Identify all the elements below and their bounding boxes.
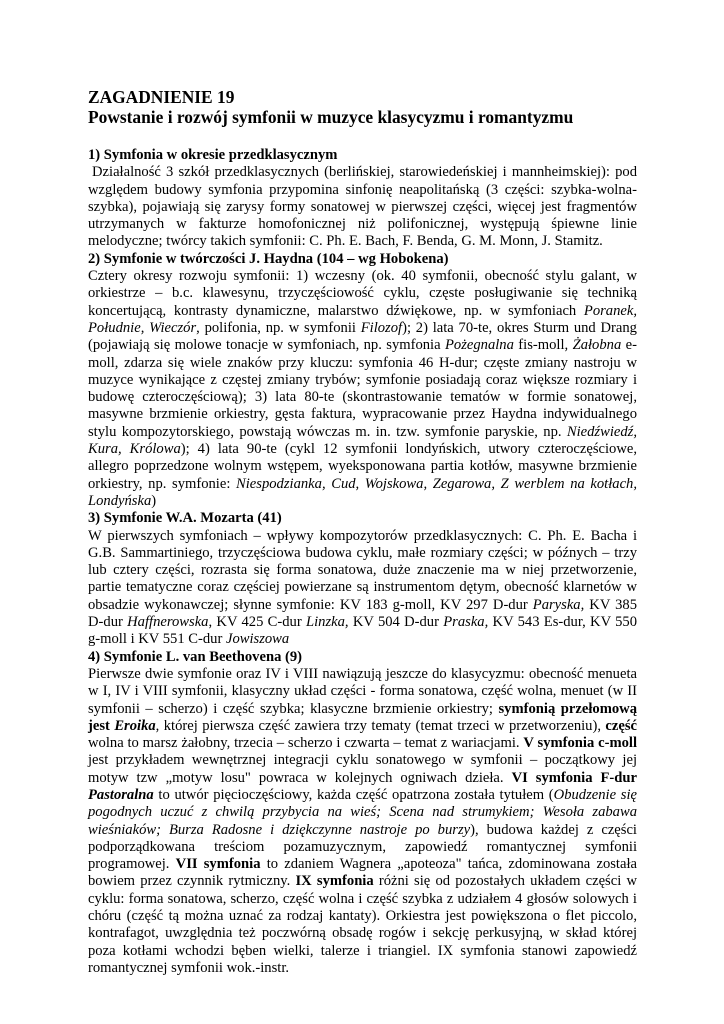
text-run: e-moll, zdarza się wiele znaków przy kluczu: symfonia 46 H-dur; częste zmiany nastroju w muzyce wynikające z częstej zmiany trybów; symfonie posiadają coraz większe rozmiary i budowę czteroczęściową); 3) lata 80-te (skontrastowanie tematów w formie sonatowej, masywne brzmienie orkiestry, gęsta faktura, wypracowanie przez Haydna indywidualnego stylu kompozytorskiego, powstają wówczas m. in. tzw. symfonie paryskie, np. xyxy=(88,337,637,440)
text-run: Jowiszowa xyxy=(225,631,290,648)
section-2-text xyxy=(88,268,637,510)
text-run: Pierwsze dwie symfonie oraz IV i VIII nawiązują jeszcze do klasycyzmu: obecność menueta w I, IV i VIII symfonii, klasyczny układ części - forma sonatowa, część wolna, menuet (w II symfonii – scherzo) i część szybka; klasyczne brzmienie orkiestry; xyxy=(88,665,637,717)
section-1-title: 1) Symfonia w okresie przedklasycznym xyxy=(88,147,338,163)
text-run: różni się od pozostałych układem części w cyklu: forma sonatowa, scherzo, część wolna i część szybka z udziałem 4 głosów solowych i chóru (część tą można uznać za rodzaj kantaty). Orkiestra jest powiększona o flet piccolo, kontrafagot, uwzględnia też poczwórną obsadę rogów i sekcję perkusyjną, w skład której poza kotłami wchodzi bęben wielki, talerze i triangiel. IX symfonia stanowi zapowiedź romantycznej symfonii wok.-instr. xyxy=(88,873,638,976)
text-run: KV 385 D-dur xyxy=(88,596,637,631)
text-run: symfonią przełomową jest xyxy=(88,700,637,734)
text-run: Niedźwiedź, Kura, Królowa xyxy=(88,423,637,458)
text-run: , polifonia, np. w symfonii xyxy=(196,319,361,336)
section-2-title: 2) Symfonie w twórczości J. Haydna (104 – wg Hobokena) xyxy=(88,250,449,267)
document-body xyxy=(88,147,637,977)
text-run: fis-moll xyxy=(513,337,565,354)
text-run: wolna to marsz żałobny, trzecia – scherzo i czwarta – temat z wariacjami. xyxy=(88,735,524,752)
text-run: ); 2) lata 70-te, okres Sturm und Drang (pojawiają się molowe tonacje w symfoniach, np. symfonia xyxy=(88,319,637,354)
text-run: KV 504 D-dur xyxy=(348,614,444,631)
text-run: Cztery okresy rozwoju symfonii: 1) wczesny (ok. 40 symfonii, obecność stylu galant, w orkiestrze – b.c. klawesynu, trzyczęściowość cyklu, częste posługiwanie się techniką koncertującą, kontrasty dynamiczne, malarstwo dźwiękowe, np. w symfoniach xyxy=(88,268,637,319)
text-run: ); 4) lata 90-te (cykl 12 symfonii londyńskich, utwory czteroczęściowe, allegro poprzedzone wolnym wstępem, wyeksponowana partia kotłów, masywne brzmienie orkiestry, np. symfonie: xyxy=(88,441,637,492)
text-run: , której pierwsza część zawiera trzy tematy (temat trzeci w przetworzeniu), xyxy=(155,717,606,734)
topic-heading: ZAGADNIENIE 19 xyxy=(88,87,235,107)
text-run: Obudzenie się pogodnych uczuć z chwilą przybycia na wieś; Scena nad strumykiem; Wesoła zabawa wieśniaków; Burza Radosne i dziękczynne nastroje po burzy xyxy=(88,786,638,838)
section-1-text: Działalność 3 szkół przedklasycznych (berlińskiej, starowiedeńskiej i mannheimskiej): pod względem budowy symfonia przypomina sinfonię neapolitańską (3 części: szybka-wolna-szybka), pojawiają się zarysy formy sonatowej w pierwszej części, więcej jest fragmentów utrzymanych w fakturze homofonicznej niż polifonicznej, występują śpiewne linie melodyczne; twórcy takich symfonii: C. Ph. E. Bach, F. Benda, G. M. Monn, J. Stamitz. xyxy=(88,164,637,250)
text-run: Filozof xyxy=(360,319,403,336)
text-run: Niespodzianka, Cud, Wojskowa, Zegarowa, Z werblem na kotłach, Londyńska xyxy=(88,475,637,509)
text-run: IX symfonia xyxy=(295,873,374,890)
document-header xyxy=(88,87,648,127)
text-run: Linzka, xyxy=(306,614,349,631)
text-run: Haffnerowska xyxy=(127,614,209,631)
text-run: KV 543 Es-dur, KV 550 g-moll i KV 551 C-dur xyxy=(88,614,638,648)
text-run: W pierwszych symfoniach – wpływy kompozytorów przedklasycznych: C. Ph. E. Bacha i G.B. Sammartiniego, trzyczęściowa budowa cyklu, małe rozmiary części; w późnych – trzy lub cztery części, rozrasta się forma sonatowa, duże znaczenie ma w niej przetworzenie, partie tematyczne coraz częściej powierzane są instrumentom dętym, obecność klarnetów w obsadzie wykonawczej; słynne symfonie: KV 183 g-moll, KV 297 D-dur xyxy=(88,527,637,613)
text-run: Pożegnalna xyxy=(444,337,514,354)
text-run: VII symfonia xyxy=(175,856,261,873)
text-run: Paryska, xyxy=(532,596,585,613)
text-run: Eroika xyxy=(114,717,156,734)
text-run: , KV 425 C-dur xyxy=(208,614,306,631)
section-3-title: 3) Symfonie W.A. Mozarta (41) xyxy=(88,510,282,527)
text-run: część xyxy=(605,717,637,734)
text-run: to zdaniem Wagnera „apoteoza" tańca, zdominowana została bowiem przez czynnik rytmiczny. xyxy=(88,856,637,890)
text-run: ), budowa każdej z części podporządkowana treściom pozamuzycznym, zapowiedź romantycznej symfonii programowej. xyxy=(88,821,637,873)
section-4-title: 4) Symfonie L. van Beethovena (9) xyxy=(88,648,303,665)
text-run: VI symfonia F-dur xyxy=(511,769,638,786)
section-4-text xyxy=(88,666,637,977)
text-run: , Żałobna xyxy=(564,337,622,354)
text-run: ) xyxy=(151,492,157,509)
section-3-text xyxy=(88,528,637,649)
text-run: Pastoralna xyxy=(88,786,154,803)
document-title: Powstanie i rozwój symfonii w muzyce klasycyzmu i romantyzmu xyxy=(88,107,574,127)
text-run: Poranek, Południe, Wieczór xyxy=(88,302,637,336)
text-run: Praska, xyxy=(443,614,489,631)
text-run: to utwór pięcioczęściowy, każda część opatrzona została tytułem ( xyxy=(153,786,554,803)
text-run: V symfonia c-moll xyxy=(523,735,638,752)
text-run: jest przykładem wewnętrznej integracji cyklu sonatowego w symfonii – początkowy jej motyw tzw „motyw losu" powraca w kolejnych ogniwach dzieła. xyxy=(88,752,637,786)
